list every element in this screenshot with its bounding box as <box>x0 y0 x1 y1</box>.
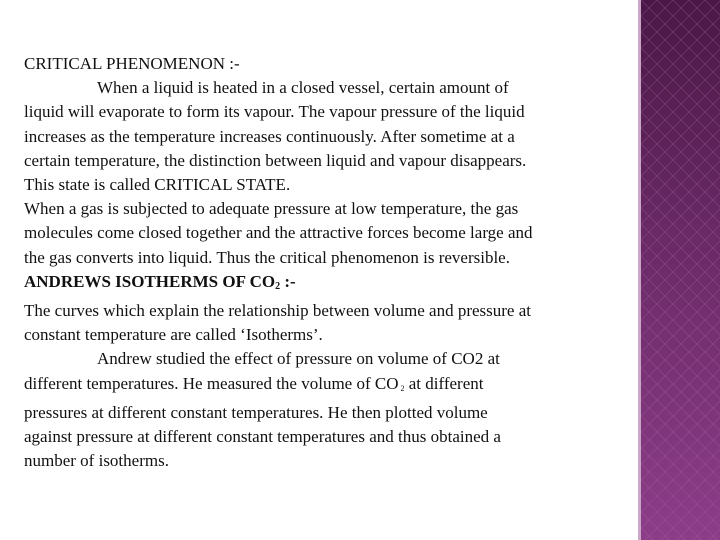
text-line: liquid will evaporate to form its vapour. The vapour pressure of the liquid <box>24 102 525 122</box>
text-line: against pressure at different constant temperatures and thus obtained a <box>24 427 501 447</box>
measured-prefix: different temperatures. He measured the volume of CO <box>24 373 399 393</box>
measured-subscript: 2 <box>400 383 405 393</box>
text-line: When a liquid is heated in a closed vessel, certain amount of <box>97 78 509 98</box>
text-line: Andrew studied the effect of pressure on volume of CO2 at <box>97 349 500 369</box>
text-line: certain temperature, the distinction between liquid and vapour disappears. <box>24 150 527 170</box>
text-line: molecules come closed together and the attractive forces become large and <box>24 223 533 243</box>
text-line: pressures at different constant temperatures. He then plotted volume <box>24 402 488 422</box>
text-line: When a gas is subjected to adequate pressure at low temperature, the gas <box>24 199 519 219</box>
diamond-pattern-icon <box>641 0 720 540</box>
measured-suffix: at different <box>404 373 484 393</box>
text-line: CRITICAL PHENOMENON :- <box>24 54 240 73</box>
text-line: This state is called CRITICAL STATE. <box>24 175 291 195</box>
heading-suffix: :- <box>280 271 296 291</box>
decorative-side-band <box>641 0 720 540</box>
text-line: the gas converts into liquid. Thus the critical phenomenon is reversible. <box>24 247 510 267</box>
text-line: The curves which explain the relationship between volume and pressure at <box>24 301 531 321</box>
text-line: number of isotherms. <box>24 451 169 471</box>
text-line <box>24 372 639 401</box>
text-line: constant temperature are called ‘Isotherms’. <box>24 325 323 345</box>
heading-subscript: 2 <box>275 280 281 292</box>
slide-body <box>24 52 639 473</box>
heading-prefix: ANDREWS ISOTHERMS OF CO <box>24 271 276 291</box>
text-line: increases as the temperature increases continuously. After sometime at a <box>24 126 515 146</box>
section-heading <box>24 270 639 299</box>
